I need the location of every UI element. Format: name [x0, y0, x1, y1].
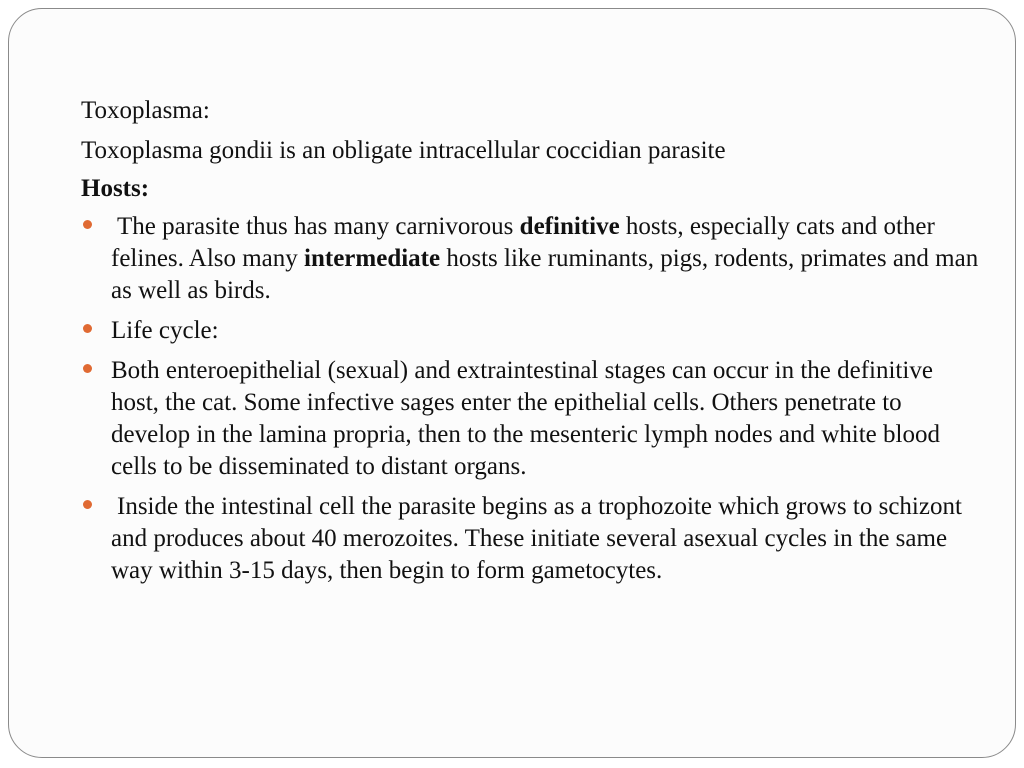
bullet-list	[81, 211, 981, 587]
bullet-dot-icon	[83, 364, 92, 373]
bullet-item-intestinal-cell	[81, 491, 981, 587]
slide-content	[81, 95, 981, 595]
slide-frame	[8, 8, 1016, 758]
hosts-heading: Hosts:	[81, 175, 150, 202]
bullet-dot-icon	[83, 500, 92, 509]
bullet-dot-icon	[83, 220, 92, 229]
bullet-item-life-cycle	[81, 315, 981, 347]
slide-heading: Toxoplasma:	[81, 97, 210, 124]
bullet-dot-icon	[83, 324, 92, 333]
bullet-text	[111, 211, 981, 307]
bullet-text-part: The parasite thus has many carnivorous	[117, 213, 520, 240]
bold-term-intermediate: intermediate	[304, 245, 441, 272]
bullet-text: Life cycle:	[111, 317, 219, 344]
intro-line: Toxoplasma gondii is an obligate intracellular coccidian parasite	[81, 137, 726, 164]
bold-term-definitive: definitive	[519, 213, 620, 240]
bullet-text: Both enteroepithelial (sexual) and extraintestinal stages can occur in the definitive host, the cat. Some infective sages enter the epithelial cells. Others penetrate to develop in the lamina propria, then to the mesenteric lymph nodes and white blood cells to be disseminated to distant organs.	[111, 357, 940, 480]
bullet-text-part: hosts, especially cats and other felines. Also many	[111, 213, 935, 272]
bullet-text-part: hosts like ruminants, pigs, rodents, primates and man as well as birds.	[111, 245, 979, 304]
bullet-item-hosts	[81, 211, 981, 307]
bullet-text: Inside the intestinal cell the parasite begins as a trophozoite which grows to schizont and produces about 40 merozoites. These initiate several asexual cycles in the same way within 3-15 days, then begin to form gametocytes.	[111, 493, 962, 584]
bullet-item-stages	[81, 355, 981, 483]
